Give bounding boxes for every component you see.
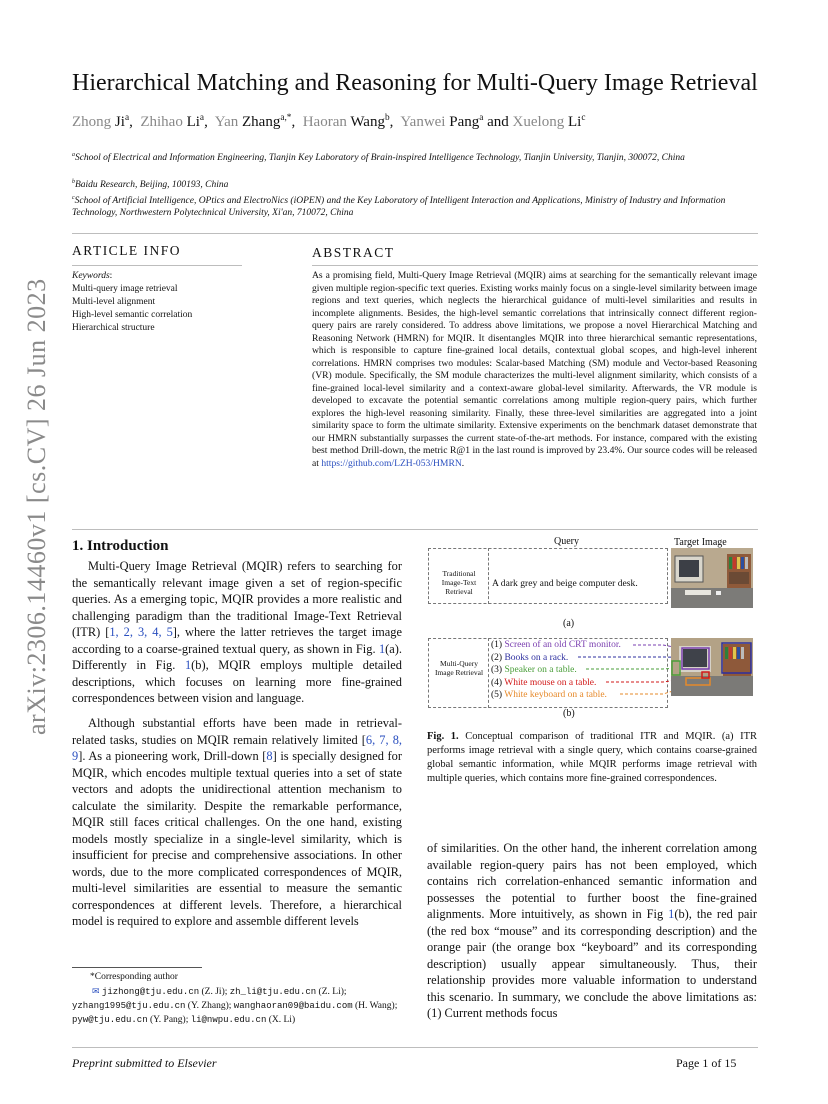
email-link[interactable]: wanghaoran09@baidu.com [233,1001,353,1011]
subfigure-label-b: (b) [563,708,575,719]
divider [488,548,489,604]
affiliation: $^c$School of Artificial Intelligence, OPtics and ElectroNics (iOPEN) and the Key Laboratory of Intelligent Interaction and Applications, Ministry of Industry and Information Technology, Northwestern Polytechnical University, Xi'an, 710072, China [72,194,726,218]
figure-link[interactable]: 1 [184,658,192,672]
footnote-rule [72,967,202,968]
section-heading: 1. Introduction [72,538,169,554]
email-link[interactable]: li@nwpu.edu.cn [190,1015,267,1025]
figure-link[interactable]: 1 [668,907,675,921]
citation-link[interactable]: 6, 7, 8, 9 [72,732,402,763]
email-line: pyw@tju.edu.cn (Y. Pang); li@nwpu.edu.cn (X. Li) [72,1015,296,1025]
target-image-b [671,638,753,696]
query-item: (2) Books on a rack. [491,652,569,663]
divider [72,1047,758,1048]
keywords-block: Keywords: Multi-query image retrieval Multi-level alignment High-level semantic correlation Hierarchical structure [72,270,252,335]
email-link[interactable]: zh_li@tju.edu.cn [229,987,317,997]
multi-query-retrieval-label: Multi-Query Image Retrieval [434,659,484,677]
divider [72,233,758,234]
traditional-retrieval-label: Traditional Image-Text Retrieval [441,569,477,596]
keyword: High-level semantic correlation [72,310,193,320]
query-item: (4) White mouse on a table. [491,677,597,688]
email-line: yzhang1995@tju.edu.cn (Y. Zhang); wanghaoran09@baidu.com (H. Wang); [72,1001,398,1011]
abstract-heading: ABSTRACT [312,245,395,260]
author[interactable]: Haoran Wang$^b$ [302,113,390,130]
intro-paragraph: Multi-Query Image Retrieval (MQIR) refers to searching for the semantically relevant image given a set of region-specific queries. As a emerging topic, MQIR provides a more realistic and challenging paradigm than the traditional Image-Text Retrieval (ITR) [1, 2, 3, 4, 5], where the latter retrieves the target image according to a coarse-grained textual query, as shown in Fig. 1(a). Differently in Fig. 1(b), MQIR employs multiple detailed descriptions, which focuses on learning more fine-grained correspondences between vision and language. [72,559,402,705]
author[interactable]: Zhong Ji$^a$ [72,113,130,130]
author[interactable]: Yanwei Pang$^a$ [400,113,484,130]
divider [72,265,242,266]
email-link[interactable]: jizhong@tju.edu.cn [101,987,200,997]
paper-title: Hierarchical Matching and Reasoning for Multi-Query Image Retrieval [72,70,758,96]
email-link[interactable]: pyw@tju.edu.cn [72,1015,148,1025]
divider [312,265,758,266]
traditional-query-text: A dark grey and beige computer desk. [492,578,638,589]
corresponding-author-note: *Corresponding author [90,972,178,982]
figure-caption: Fig. 1. Conceptual comparison of traditional ITR and MQIR. (a) ITR performs image retrieval with a single query, which contains coarse-grained global semantic information, while MQIR performs image retrieval with multiple queries, which contains more fine-grained correspondences. [427,731,757,784]
figure-1 [428,536,758,724]
query-item: (1) Screen of an old CRT monitor. [491,640,621,650]
target-image-a [671,548,753,608]
email-line: ✉ jizhong@tju.edu.cn (Z. Ji); zh_li@tju.edu.cn (Z. Li); [92,986,347,997]
affiliation: $^b$Baidu Research, Beijing, 100193, China [72,178,229,190]
author[interactable]: Yan Zhang$^{a,*}$ [214,113,292,130]
code-link[interactable]: https://github.com/LZH-053/HMRN [321,457,462,469]
target-image-label: Target Image [674,537,727,548]
page-number: Page 1 of 15 [676,1056,737,1070]
keyword: Hierarchical structure [72,323,155,333]
email-link[interactable]: yzhang1995@tju.edu.cn [72,1001,186,1011]
query-item: (3) Speaker on a table. [491,665,577,675]
figure-link[interactable]: 1 [378,641,386,656]
footer-preprint-note: Preprint submitted to Elsevier [72,1056,217,1070]
subfigure-label-a: (a) [563,618,575,629]
citation-link[interactable]: 8 [266,749,273,763]
author[interactable]: Zhihao Li$^a$ [140,113,205,130]
intro-paragraph: Although substantial efforts have been made in retrieval-related tasks, studies on MQIR remain relatively limited [6, 7, 8, 9]. As a pioneering work, Drill-down [8] is specially designed for MQIR, which encodes multiple textual queries into a set of state vectors and adopts the unidirectional attention mechanism to calculate the similarity. Despite the remarkable performance, MQIR still faces critical challenges. On the one hand, existing models mostly specialize in a single-level similarity, which is insufficient for precise and comprehensive associations. In other words, due to the more complicated correspondences of MQIR, multi-level similarities are essential to measure the semantic correspondences at different levels. Therefore, a hierarchical model is required to explore and assemble different levels [72,716,402,928]
arxiv-identifier: arXiv:2306.14460v1 [cs.CV] 26 Jun 2023 [22,278,51,735]
footnote [72,970,412,1027]
intro-paragraph: of similarities. On the other hand, the inherent correlation among available region-query pairs has not been employed, which contains rich correlation-enhanced semantic information and possesses the potential to further boost the fine-grained alignments. More intuitively, as shown in Fig 1(b), the red pair (the red box “mouse” and its corresponding description) and the orange pair (the orange box “keyboard” and its corresponding description) usually appear simultaneously. Thus, their relationship provides more valuable information to understand this scenario. In summary, we conclude the above limitations as: (1) Current methods focus [427,841,757,1020]
author[interactable]: Xuelong Li$^c$ [512,113,586,130]
query-item: (5) White keyboard on a table. [491,690,607,700]
citation-link[interactable]: 1, 2, 3, 4, 5 [109,625,173,639]
query-column-label: Query [554,536,579,547]
affiliation: $^a$School of Electrical and Information Engineering, Tianjin Key Laboratory of Brain-inspired Intelligence Technology, Tianjin University, Tianjin, 300072, China [72,151,685,163]
abstract-text: As a promising field, Multi-Query Image Retrieval (MQIR) aims at searching for the semantically relevant image given multiple region-specific text queries. Existing works mainly focus on a single-level similarity between image regions and text queries, which neglects the hierarchical guidance of multi-level similarities and results in incomplete alignments. Besides, the high-level semantic correlations that intrinsically connect different region-query pairs are rarely considered. To address above limitations, we propose a novel Hierarchical Matching and Reasoning Network (HMRN) for MQIR. It disentangles MQIR into three hierarchical semantic representations, which is responsible to capture fine-grained local details, contextual global scopes, and high-level inherent correlations. HMRN comprises two modules: Scalar-based Matching (SM) module and Vector-based Reasoning (VR) module. Specifically, the SM module characterizes the multi-level alignment similarity, which consists of a fine-grained local-level similarity and a context-aware global-level similarity. Afterwards, the VR module is developed to excavate the potential semantic correlations among multiple region-query pairs, which further explores the high-level reasoning similarity. Finally, these three-level similarities are aggregated into a joint similarity space to form the ultimate similarity. Extensive experiments on the benchmark dataset demonstrate that our HMRN substantially surpasses the current state-of-the-art methods. For instance, compared with the existing best method Drill-down, the metric R@1 in the last round is improved by 23.4%. Our source codes will be released at https://github.com/LZH-053/HMRN. [312,270,757,469]
keyword: Multi-query image retrieval [72,284,178,294]
author-list: Zhong Ji$^a$, Zhihao Li$^a$, Yan Zhang$^{a,*}$, Haoran Wang$^b$, Yanwei Pang$^a$ and Xuelong Li$^c$ [72,113,586,130]
divider [72,529,758,530]
authors-and: and [487,114,509,130]
email-icon: ✉ [92,986,100,996]
article-info-heading: ARTICLE INFO [72,243,182,258]
keyword: Multi-level alignment [72,297,156,307]
